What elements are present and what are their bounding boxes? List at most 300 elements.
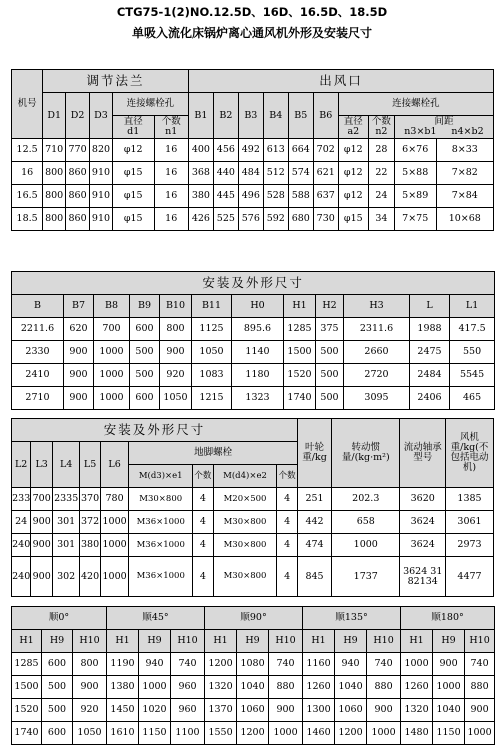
header-D2: D2: [66, 93, 90, 139]
table-row: [12, 511, 494, 534]
table-cell: 512: [263, 162, 288, 185]
header-B1: B1: [188, 93, 213, 139]
table-cell: 16: [154, 185, 188, 208]
table-cell: 2973: [446, 534, 494, 557]
table-row: [12, 653, 495, 676]
table-cell: 780: [100, 488, 128, 511]
header-L6: L6: [100, 442, 128, 488]
table-cell: 1160: [303, 653, 335, 676]
table-cell: 900: [64, 387, 94, 410]
table-cell: 1190: [107, 653, 139, 676]
column-header: H10: [269, 630, 303, 653]
table-cell: 1080: [237, 653, 269, 676]
table-cell: φ15: [112, 208, 154, 231]
table-cell: φ12: [338, 139, 368, 162]
table-cell: 1460: [303, 722, 335, 745]
table-cell: 474: [297, 534, 331, 557]
table-cell: 302: [53, 557, 80, 597]
table-cell: 600: [42, 722, 73, 745]
table-cell: 301: [53, 511, 80, 534]
document-subtitle: 单吸入流化床锅炉离心通风机外形及安装尺寸: [131, 26, 372, 40]
table-cell: 740: [171, 653, 205, 676]
table-cell: M36×1000: [129, 511, 193, 534]
table-cell: 1000: [100, 557, 128, 597]
table-cell: 1740: [284, 387, 316, 410]
table-cell: 1500: [12, 676, 42, 699]
table-cell: 5545: [450, 364, 495, 387]
header-m-d3-e1: M(d3)×e1: [129, 465, 193, 488]
table-cell: 442: [297, 511, 331, 534]
column-header: H10: [367, 630, 401, 653]
table-cell: 1140: [232, 341, 284, 364]
table-cell: 233: [12, 488, 31, 511]
table-cell: 1050: [160, 387, 192, 410]
table-cell: 920: [73, 699, 107, 722]
table-cell: 2410: [12, 364, 64, 387]
install-dimensions-heading: 安装及外形尺寸: [12, 272, 495, 295]
header-adjust-flange: 调节法兰: [43, 70, 189, 93]
header-L2: L2: [12, 442, 31, 488]
header-machine-no: 机号: [12, 70, 43, 139]
table-cell: 900: [31, 511, 53, 534]
table-cell: 1000: [465, 722, 495, 745]
table-cell: 800: [73, 653, 107, 676]
table-cell: 8×33: [436, 139, 493, 162]
table-cell: 1200: [237, 722, 269, 745]
table-cell: 445: [213, 185, 238, 208]
header-count-3: 个数: [193, 465, 214, 488]
table-cell: 900: [160, 341, 192, 364]
table-cell: 880: [465, 676, 495, 699]
table-cell: 940: [335, 653, 367, 676]
column-header: H1: [12, 630, 42, 653]
table-cell: 1150: [433, 722, 465, 745]
table-cell: 1000: [94, 387, 130, 410]
column-header: H1: [284, 295, 316, 318]
table-cell: 500: [42, 676, 73, 699]
table-cell: 880: [367, 676, 401, 699]
table-cell: 1000: [100, 534, 128, 557]
table-cell: 525: [213, 208, 238, 231]
table-cell: 1000: [367, 722, 401, 745]
table-cell: 2311.6: [344, 318, 410, 341]
table-cell: 5×89: [394, 185, 436, 208]
table-cell: M36×1000: [129, 534, 193, 557]
table-cell: 1285: [284, 318, 316, 341]
table-cell: 500: [316, 387, 344, 410]
header-count-1: 个数 n1: [154, 116, 188, 139]
table-cell: 1385: [446, 488, 494, 511]
table-cell: M30×800: [213, 557, 277, 597]
header-D1: D1: [43, 93, 66, 139]
table-cell: 465: [450, 387, 495, 410]
table-cell: 1000: [100, 511, 128, 534]
column-header: H1: [401, 630, 433, 653]
table-cell: 600: [130, 387, 160, 410]
table-cell: 1320: [205, 676, 237, 699]
table-cell: 4: [277, 511, 298, 534]
table-cell: φ12: [338, 185, 368, 208]
table-cell: 1300: [303, 699, 335, 722]
column-header: H2: [316, 295, 344, 318]
table-cell: 1260: [303, 676, 335, 699]
table-cell: 1323: [232, 387, 284, 410]
table-cell: 456: [213, 139, 238, 162]
table-cell: M36×1000: [129, 557, 193, 597]
table-cell: 1285: [12, 653, 42, 676]
table-cell: 24: [12, 511, 31, 534]
table-cell: 895.6: [232, 318, 284, 341]
table-row: [12, 318, 495, 341]
table-cell: 240: [12, 557, 31, 597]
header-B5: B5: [288, 93, 313, 139]
table-cell: 730: [313, 208, 338, 231]
table-cell: 1200: [335, 722, 367, 745]
table-cell: 740: [367, 653, 401, 676]
table-cell: 860: [66, 208, 90, 231]
table-cell: 500: [130, 341, 160, 364]
table-cell: 4: [277, 488, 298, 511]
table-row: [12, 488, 494, 511]
column-header: H10: [171, 630, 205, 653]
table-cell: 1000: [401, 653, 433, 676]
table-cell: 240: [12, 534, 31, 557]
table-cell: 920: [160, 364, 192, 387]
table-cell: 1180: [232, 364, 284, 387]
install-dimensions-heading-2: 安装及外形尺寸: [12, 419, 298, 442]
table-cell: 4: [193, 534, 214, 557]
table-cell: 16: [154, 139, 188, 162]
column-header: H1: [107, 630, 139, 653]
table-cell: 1740: [12, 722, 42, 745]
rotation-dimensions-table: [11, 606, 495, 745]
table-row: [12, 364, 495, 387]
table-cell: 740: [465, 653, 495, 676]
table-cell: 1550: [205, 722, 237, 745]
table-cell: φ15: [112, 162, 154, 185]
table-cell: 2330: [12, 341, 64, 364]
table-cell: 492: [238, 139, 263, 162]
table-cell: 588: [288, 185, 313, 208]
table-cell: 500: [316, 341, 344, 364]
table-cell: 960: [171, 676, 205, 699]
table-cell: 1000: [269, 722, 303, 745]
table-cell: 4: [193, 557, 214, 597]
table-row: [12, 139, 494, 162]
table-cell: 12.5: [12, 139, 43, 162]
table-cell: 900: [465, 699, 495, 722]
table-cell: 500: [130, 364, 160, 387]
column-header: H0: [232, 295, 284, 318]
header-outlet: 出风口: [188, 70, 493, 93]
table-cell: 900: [73, 676, 107, 699]
header-count-4: 个数: [277, 465, 298, 488]
column-header: H9: [42, 630, 73, 653]
table-cell: 1040: [433, 699, 465, 722]
table-cell: 3624: [400, 534, 446, 557]
header-L3: L3: [31, 442, 53, 488]
table-cell: 500: [42, 699, 73, 722]
table-cell: 2335: [53, 488, 80, 511]
table-cell: 1000: [94, 341, 130, 364]
header-bolt-holes-2: 连接螺栓孔: [338, 93, 493, 116]
column-header: H9: [433, 630, 465, 653]
table-cell: 440: [213, 162, 238, 185]
table-cell: 202.3: [332, 488, 400, 511]
table-row: [12, 162, 494, 185]
column-header: L1: [450, 295, 495, 318]
table-cell: 496: [238, 185, 263, 208]
column-header: B: [12, 295, 64, 318]
table-cell: 1988: [410, 318, 450, 341]
table-cell: 400: [188, 139, 213, 162]
header-spacing: 间距 n3×b1 n4×b2: [394, 116, 493, 139]
header-B2: B2: [213, 93, 238, 139]
table-cell: 1380: [107, 676, 139, 699]
table-cell: 1060: [237, 699, 269, 722]
table-row: [12, 699, 495, 722]
table-cell: 7×82: [436, 162, 493, 185]
table-cell: 900: [31, 557, 53, 597]
table-cell: 1480: [401, 722, 433, 745]
table-cell: φ15: [338, 208, 368, 231]
column-header: B8: [94, 295, 130, 318]
header-diameter-1: 直径 d1: [112, 116, 154, 139]
table-cell: 1000: [332, 534, 400, 557]
table-cell: 700: [94, 318, 130, 341]
table-cell: 251: [297, 488, 331, 511]
table-cell: 2484: [410, 364, 450, 387]
table-cell: M30×800: [129, 488, 193, 511]
table-cell: 1200: [205, 653, 237, 676]
table-cell: 28: [368, 139, 394, 162]
table-cell: 375: [316, 318, 344, 341]
table-cell: 658: [332, 511, 400, 534]
table-cell: 2211.6: [12, 318, 64, 341]
table-cell: 1000: [94, 364, 130, 387]
table-cell: 420: [80, 557, 101, 597]
table-cell: 4: [277, 534, 298, 557]
table-cell: 3061: [446, 511, 494, 534]
table-cell: 1125: [192, 318, 232, 341]
table-cell: 528: [263, 185, 288, 208]
table-row: [12, 387, 495, 410]
header-L5: L5: [80, 442, 101, 488]
table-row: [12, 676, 495, 699]
table-cell: 301: [53, 534, 80, 557]
table-cell: 368: [188, 162, 213, 185]
table-cell: 1737: [332, 557, 400, 597]
column-header: L: [410, 295, 450, 318]
table-cell: 910: [90, 208, 113, 231]
table-row: [12, 722, 495, 745]
table-cell: φ12: [112, 139, 154, 162]
table-cell: 1500: [284, 341, 316, 364]
table-cell: 664: [288, 139, 313, 162]
table-cell: 1260: [401, 676, 433, 699]
table-cell: 600: [130, 318, 160, 341]
table-cell: M20×500: [213, 488, 277, 511]
table-cell: 960: [171, 699, 205, 722]
table-cell: 34: [368, 208, 394, 231]
table-cell: 621: [313, 162, 338, 185]
table-cell: 680: [288, 208, 313, 231]
table-cell: 4: [193, 488, 214, 511]
install-dimensions-table-2: [11, 418, 494, 597]
table-cell: 500: [316, 364, 344, 387]
table-cell: 860: [66, 162, 90, 185]
table-cell: 1060: [335, 699, 367, 722]
table-cell: 637: [313, 185, 338, 208]
column-header: H3: [344, 295, 410, 318]
table-cell: 1040: [335, 676, 367, 699]
column-header: H9: [237, 630, 269, 653]
table-cell: 900: [64, 364, 94, 387]
table-row: [12, 185, 494, 208]
header-diameter-2: 直径 a2: [338, 116, 368, 139]
table-cell: 1000: [433, 676, 465, 699]
table-cell: 4: [193, 511, 214, 534]
table-row: [12, 341, 495, 364]
table-cell: 860: [66, 185, 90, 208]
table-cell: 16: [12, 162, 43, 185]
table-cell: 800: [160, 318, 192, 341]
rotation-group-header: 顺180°: [401, 607, 495, 630]
table-cell: 2406: [410, 387, 450, 410]
column-header: H1: [205, 630, 237, 653]
table-cell: 2720: [344, 364, 410, 387]
table-cell: 10×68: [436, 208, 493, 231]
table-cell: 800: [43, 185, 66, 208]
table-cell: 574: [288, 162, 313, 185]
rotation-group-header: 顺135°: [303, 607, 401, 630]
table-cell: 940: [139, 653, 171, 676]
table-cell: 1215: [192, 387, 232, 410]
table-cell: 1450: [107, 699, 139, 722]
header-B4: B4: [263, 93, 288, 139]
table-cell: 600: [42, 653, 73, 676]
table-cell: 910: [90, 162, 113, 185]
table-cell: 2710: [12, 387, 64, 410]
table-cell: 845: [297, 557, 331, 597]
column-header: H9: [335, 630, 367, 653]
table-cell: 900: [64, 341, 94, 364]
table-cell: 3624: [400, 511, 446, 534]
table-cell: 910: [90, 185, 113, 208]
header-impeller-weight: 叶轮重/kg: [297, 419, 331, 488]
table-cell: 426: [188, 208, 213, 231]
table-cell: 2475: [410, 341, 450, 364]
table-row: [12, 208, 494, 231]
table-cell: 6×76: [394, 139, 436, 162]
table-cell: 1050: [73, 722, 107, 745]
table-cell: 900: [31, 534, 53, 557]
column-header: B7: [64, 295, 94, 318]
column-header: H10: [73, 630, 107, 653]
table-cell: 900: [269, 699, 303, 722]
table-cell: 620: [64, 318, 94, 341]
table-cell: 1000: [139, 676, 171, 699]
table-cell: 1020: [139, 699, 171, 722]
table-cell: 576: [238, 208, 263, 231]
table-cell: 7×75: [394, 208, 436, 231]
flange-outlet-table: [11, 69, 494, 231]
table-cell: 1320: [401, 699, 433, 722]
table-cell: 1083: [192, 364, 232, 387]
header-bearing-model: 流动轴承型号: [400, 419, 446, 488]
table-cell: 370: [80, 488, 101, 511]
table-cell: 1050: [192, 341, 232, 364]
table-cell: 22: [368, 162, 394, 185]
table-cell: 1150: [139, 722, 171, 745]
table-cell: 700: [31, 488, 53, 511]
table-cell: 592: [263, 208, 288, 231]
table-cell: 372: [80, 511, 101, 534]
table-cell: 3620: [400, 488, 446, 511]
rotation-group-header: 顺0°: [12, 607, 107, 630]
table-cell: 5×88: [394, 162, 436, 185]
header-bolt-holes-1: 连接螺栓孔: [112, 93, 188, 116]
table-cell: 417.5: [450, 318, 495, 341]
column-header: B11: [192, 295, 232, 318]
table-cell: 484: [238, 162, 263, 185]
table-cell: M30×800: [213, 534, 277, 557]
table-cell: 7×84: [436, 185, 493, 208]
table-cell: φ12: [338, 162, 368, 185]
rotation-group-header: 顺90°: [205, 607, 303, 630]
table-cell: 820: [90, 139, 113, 162]
table-cell: 800: [43, 208, 66, 231]
column-header: H1: [303, 630, 335, 653]
header-B3: B3: [238, 93, 263, 139]
column-header: H9: [139, 630, 171, 653]
table-cell: 1520: [284, 364, 316, 387]
table-cell: 4: [277, 557, 298, 597]
header-anchor-bolts: 地脚螺栓: [129, 442, 298, 465]
table-cell: 380: [80, 534, 101, 557]
table-cell: 380: [188, 185, 213, 208]
table-cell: 900: [367, 699, 401, 722]
table-cell: 2660: [344, 341, 410, 364]
table-cell: 900: [433, 653, 465, 676]
table-cell: 1370: [205, 699, 237, 722]
table-cell: 18.5: [12, 208, 43, 231]
table-cell: 16: [154, 208, 188, 231]
document-title: CTG75-1(2)NO.12.5D、16D、16.5D、18.5D: [116, 5, 388, 19]
table-cell: 880: [269, 676, 303, 699]
table-cell: 550: [450, 341, 495, 364]
column-header: B10: [160, 295, 192, 318]
table-cell: 1520: [12, 699, 42, 722]
table-cell: 702: [313, 139, 338, 162]
table-cell: 16.5: [12, 185, 43, 208]
header-fan-weight: 风机重/kg(不包括电动机): [446, 419, 494, 488]
table-cell: 16: [154, 162, 188, 185]
table-cell: 1610: [107, 722, 139, 745]
table-row: [12, 534, 494, 557]
column-header: B9: [130, 295, 160, 318]
table-cell: 4477: [446, 557, 494, 597]
install-dimensions-table-1: [11, 271, 495, 410]
table-cell: 1100: [171, 722, 205, 745]
header-L4: L4: [53, 442, 80, 488]
rotation-group-header: 顺45°: [107, 607, 205, 630]
header-B6: B6: [313, 93, 338, 139]
table-cell: 740: [269, 653, 303, 676]
table-cell: 3624 3182134: [400, 557, 446, 597]
table-cell: 710: [43, 139, 66, 162]
table-cell: 613: [263, 139, 288, 162]
